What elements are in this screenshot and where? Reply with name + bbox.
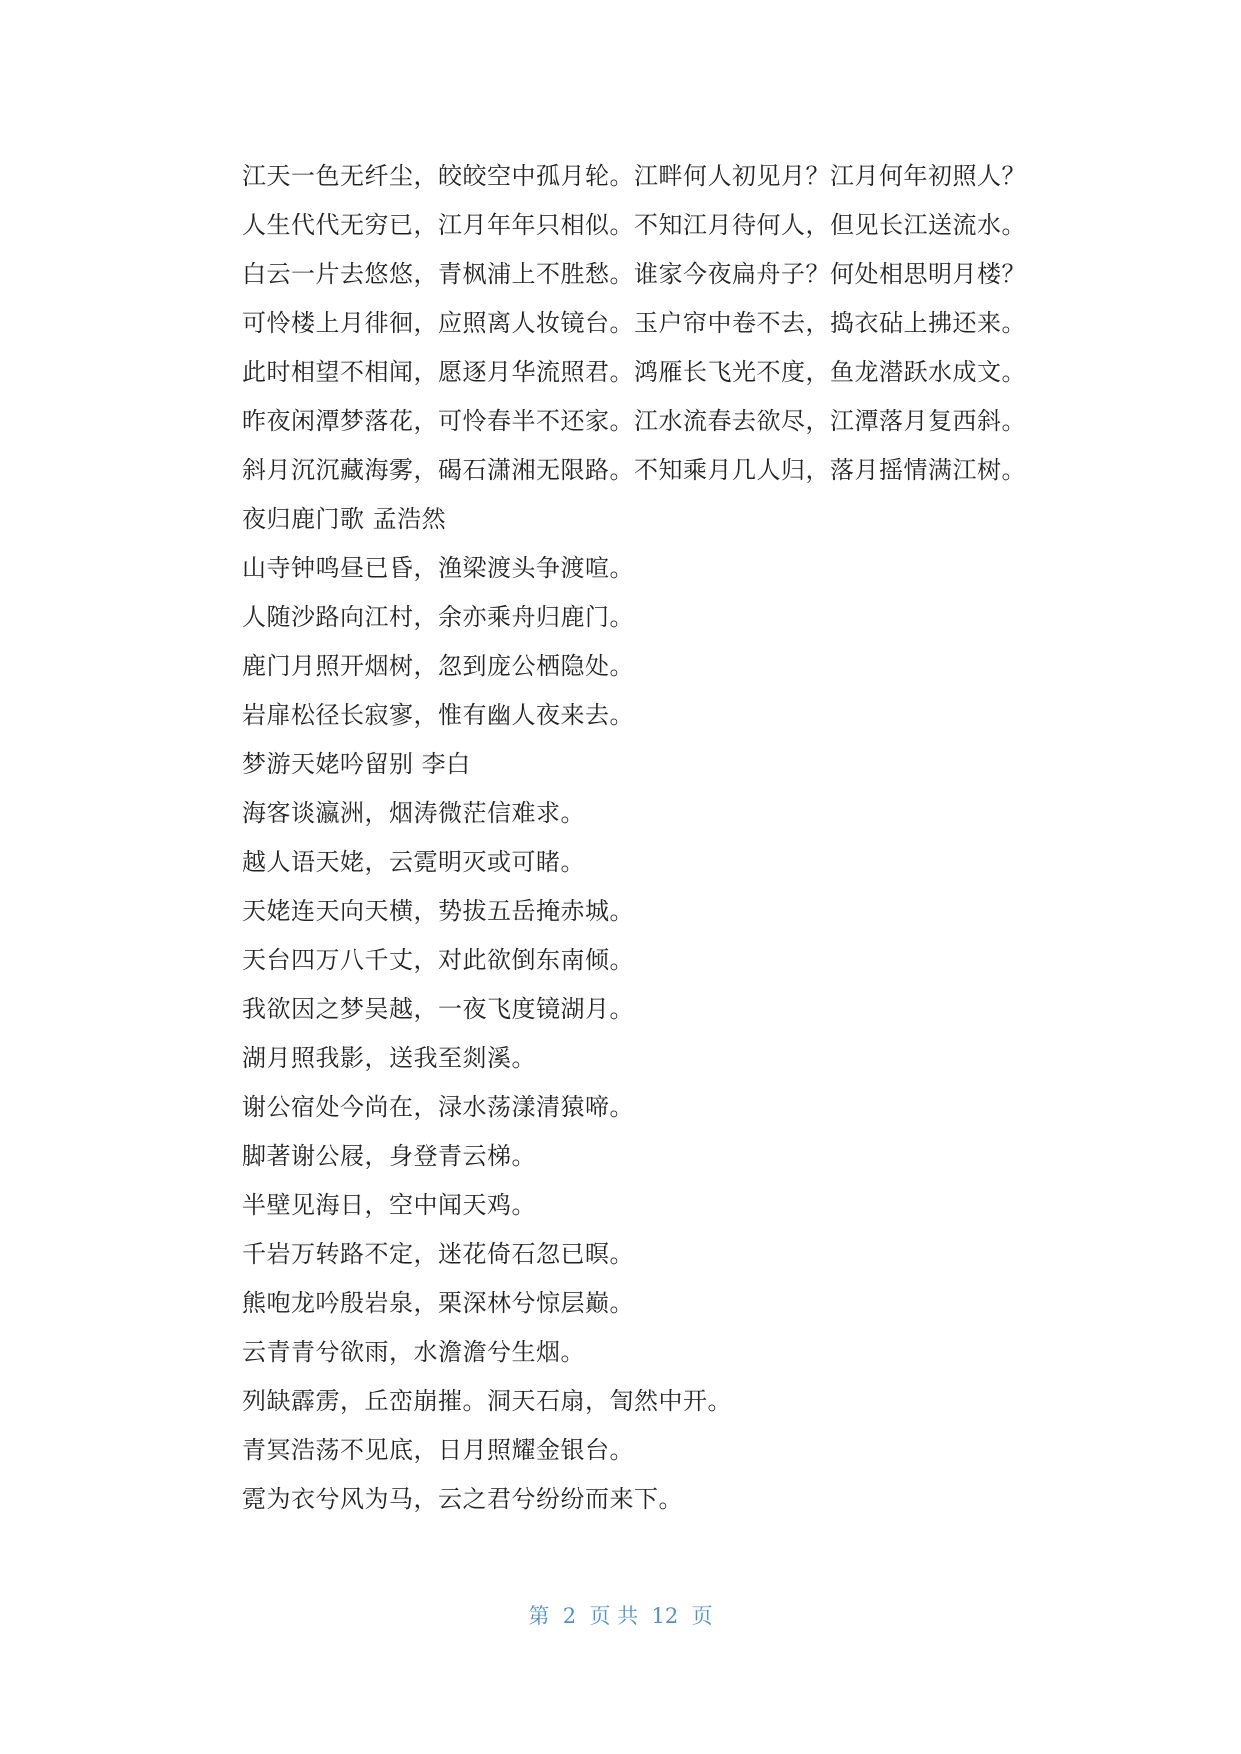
text-line: 天姥连天向天横，势拔五岳掩赤城。 (242, 897, 634, 925)
text-line: 青冥浩荡不见底，日月照耀金银台。 (242, 1436, 634, 1464)
text-line: 江天一色无纤尘，皎皎空中孤月轮。江畔何人初见月？江月何年初照人？ (242, 162, 1026, 190)
text-line: 霓为衣兮风为马，云之君兮纷纷而来下。 (242, 1485, 683, 1513)
text-line: 列缺霹雳，丘峦崩摧。洞天石扇，訇然中开。 (242, 1387, 732, 1415)
text-line: 人生代代无穷已，江月年年只相似。不知江月待何人，但见长江送流水。 (242, 211, 1026, 239)
text-line: 海客谈瀛洲，烟涛微茫信难求。 (242, 799, 585, 827)
text-line: 岩扉松径长寂寥，惟有幽人夜来去。 (242, 701, 634, 729)
text-line: 越人语天姥，云霓明灭或可睹。 (242, 848, 585, 876)
text-line: 天台四万八千丈，对此欲倒东南倾。 (242, 946, 634, 974)
text-line: 此时相望不相闻，愿逐月华流照君。鸿雁长飞光不度，鱼龙潜跃水成文。 (242, 358, 1026, 386)
text-line: 湖月照我影，送我至剡溪。 (242, 1044, 536, 1072)
text-line: 昨夜闲潭梦落花，可怜春半不还家。江水流春去欲尽，江潭落月复西斜。 (242, 407, 1026, 435)
text-line: 斜月沉沉藏海雾，碣石潇湘无限路。不知乘月几人归，落月摇情满江树。 (242, 456, 1026, 484)
text-line: 鹿门月照开烟树，忽到庞公栖隐处。 (242, 652, 634, 680)
text-line: 夜归鹿门歌 孟浩然 (242, 505, 447, 533)
text-line: 可怜楼上月徘徊，应照离人妆镜台。玉户帘中卷不去，捣衣砧上拂还来。 (242, 309, 1026, 337)
text-line: 熊咆龙吟殷岩泉，栗深林兮惊层巅。 (242, 1289, 634, 1317)
text-line: 脚著谢公屐，身登青云梯。 (242, 1142, 536, 1170)
text-line: 半壁见海日，空中闻天鸡。 (242, 1191, 536, 1219)
text-line: 白云一片去悠悠，青枫浦上不胜愁。谁家今夜扁舟子？何处相思明月楼？ (242, 260, 1026, 288)
text-line: 我欲因之梦吴越，一夜飞度镜湖月。 (242, 995, 634, 1023)
text-line: 谢公宿处今尚在，渌水荡漾清猿啼。 (242, 1093, 634, 1121)
text-line: 千岩万转路不定，迷花倚石忽已暝。 (242, 1240, 634, 1268)
text-line: 人随沙路向江村，余亦乘舟归鹿门。 (242, 603, 634, 631)
text-line: 山寺钟鸣昼已昏，渔梁渡头争渡喧。 (242, 554, 634, 582)
text-line: 云青青兮欲雨，水澹澹兮生烟。 (242, 1338, 585, 1366)
page-number-footer: 第 2 页 共 12 页 (528, 1604, 713, 1628)
text-line: 梦游天姥吟留别 李白 (242, 750, 471, 778)
document-body (242, 152, 1082, 1524)
